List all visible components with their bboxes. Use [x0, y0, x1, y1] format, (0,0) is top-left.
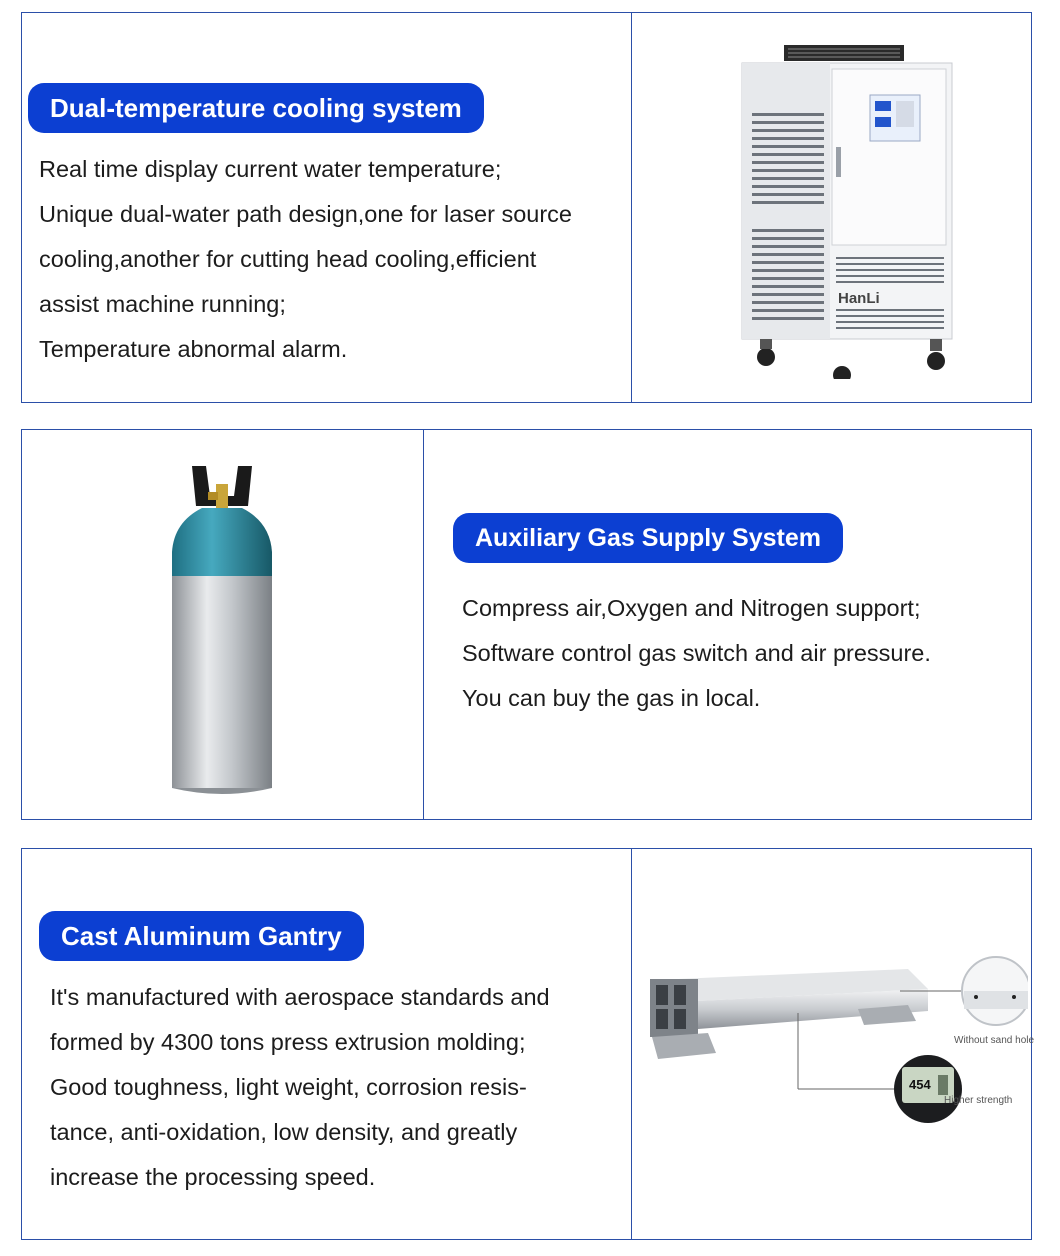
gauge-value: 454: [909, 1077, 931, 1092]
section-divider: [631, 13, 632, 402]
description-line: Software control gas switch and air pressure.: [462, 640, 931, 666]
section-divider: [423, 430, 424, 819]
section-divider: [631, 849, 632, 1239]
description-line: Real time display current water temperature;: [39, 156, 502, 182]
description-line: assist machine running;: [39, 291, 286, 317]
description-line: cooling,another for cutting head cooling,efficient: [39, 246, 537, 272]
brand-label: HanLi: [838, 290, 880, 307]
description-line: Good toughness, light weight, corrosion resis-: [50, 1074, 527, 1100]
description-line: formed by 4300 tons press extrusion molding;: [50, 1029, 526, 1055]
callout-label-bottom: Higher strength: [944, 1095, 1013, 1106]
description-line: increase the processing speed.: [50, 1164, 376, 1190]
description-line: You can buy the gas in local.: [462, 685, 761, 711]
description-line: Unique dual-water path design,one for laser source: [39, 201, 572, 227]
gas-cylinder-icon: [162, 456, 282, 801]
section-description: [50, 975, 550, 1200]
description-line: It's manufactured with aerospace standards and: [50, 984, 550, 1010]
water-chiller-icon: [722, 39, 962, 379]
section-description: [39, 147, 572, 372]
callout-label-top: Without sand hole: [954, 1035, 1035, 1046]
description-line: Compress air,Oxygen and Nitrogen support;: [462, 595, 921, 621]
section-title: Auxiliary Gas Supply System: [453, 513, 843, 563]
section-gas-supply: [21, 429, 1032, 820]
description-line: Temperature abnormal alarm.: [39, 336, 348, 362]
section-description: [462, 586, 931, 721]
section-gantry: [21, 848, 1035, 1240]
description-line: tance, anti-oxidation, low density, and greatly: [50, 1119, 518, 1145]
section-cooling-system: [21, 12, 1032, 403]
section-title: Cast Aluminum Gantry: [39, 911, 364, 961]
section-title: Dual-temperature cooling system: [28, 83, 484, 133]
